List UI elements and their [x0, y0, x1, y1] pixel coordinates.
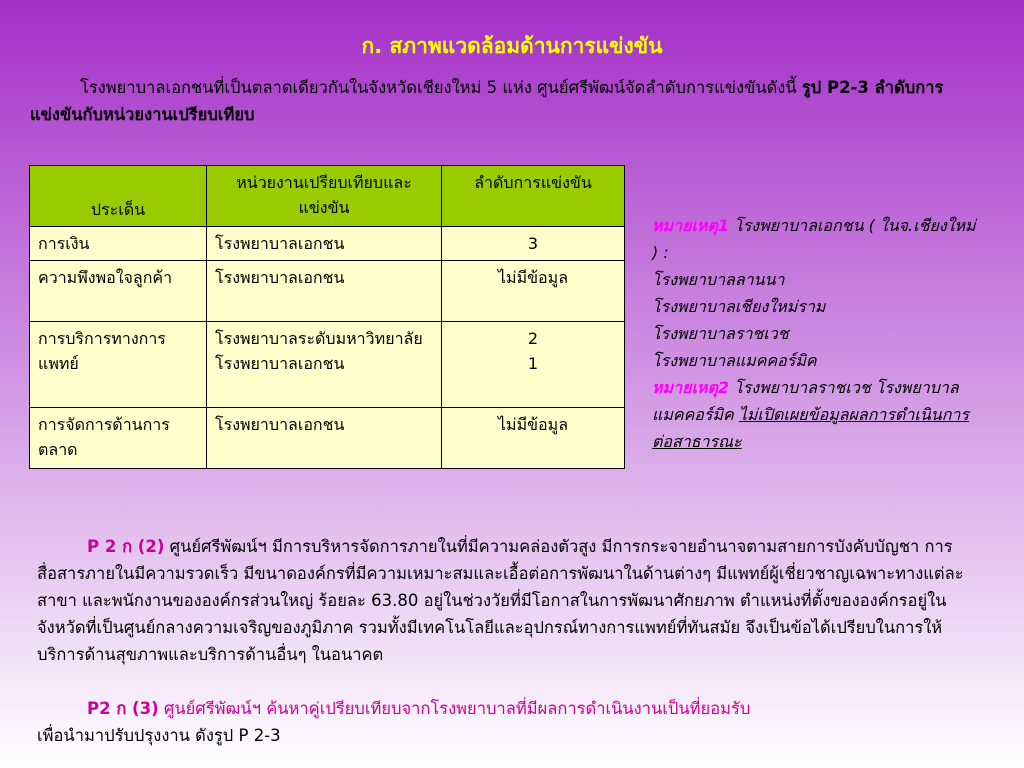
- note2-label: หมายเหตุ2: [652, 378, 729, 397]
- intro-text: โรงพยาบาลเอกชนที่เป็นตลาดเดียวกันในจังหวัดเชียงใหม่ 5 แห่ง ศูนย์ศรีพัฒน์จัดลำดับการแข่งขันดังนี้: [80, 78, 802, 97]
- figure-label: รูป P2-3 ลำดับการแข่งขันกับหน่วยงานเปรียบเทียบ: [30, 78, 944, 124]
- hospital-name: โรงพยาบาลราชเวช: [652, 324, 789, 343]
- cell-unit: โรงพยาบาลเอกชน: [207, 261, 442, 322]
- cell-issue: ความพึงพอใจลูกค้า: [30, 261, 207, 322]
- cell-issue: การจัดการด้านการตลาด: [30, 408, 207, 469]
- table-header-row: [30, 166, 625, 227]
- p2a2-label: P 2 ก (2): [87, 537, 165, 556]
- table-row: [30, 322, 625, 408]
- cell-unit: โรงพยาบาลเอกชน: [207, 408, 442, 469]
- hospital-name: โรงพยาบาลเชียงใหม่ราม: [652, 297, 826, 316]
- hospital-name: โรงพยาบาลแมคคอร์มิค: [652, 351, 817, 370]
- hospital-name: โรงพยาบาลลานนา: [652, 270, 785, 289]
- table-row: [30, 261, 625, 322]
- note2-text: โรงพยาบาลราชเวช โรงพยาบาลแมคคอร์มิค: [652, 378, 959, 424]
- header-unit: หน่วยงานเปรียบเทียบและแข่งขัน: [207, 166, 442, 227]
- cell-rank-line: 1: [527, 354, 539, 373]
- intro-paragraph: [30, 74, 990, 128]
- cell-rank: 3: [442, 227, 625, 261]
- notes-box: [652, 212, 982, 455]
- paragraph-p2a2: [37, 533, 987, 668]
- header-issue: ประเด็น: [30, 166, 207, 227]
- p2a3-label: P2 ก (3): [87, 699, 159, 718]
- cell-rank: ไม่มีข้อมูล: [442, 408, 625, 469]
- p2a2-text: ศูนย์ศรีพัฒน์ฯ มีการบริหารจัดการภายในที่มีความคล่องตัวสูง มีการกระจายอำนาจตามสายการบังคับบัญชา การสื่อสารภายในมีความรวดเร็ว มีขนาดองค์กรที่มีความเหมาะสมและเอื้อต่อการพัฒนาในด้านต่างๆ มีแพทย์ผู้เชี่ยวชาญเฉพาะทางแต่ละสาขา และพนักงานขององค์กรส่วนใหญ่ ร้อยละ 63.80 อยู่ในช่วงวัยที่มีโอกาสในการพัฒนาศักยภาพ ตำแหน่งที่ตั้งขององค์กรอยู่ในจังหวัดที่เป็นศูนย์กลางความเจริญของภูมิภาค รวมทั้งมีเทคโนโลยีและอุปกรณ์ทางการแพทย์ที่ทันสมัย จึงเป็นข้อได้เปรียบในการให้บริการด้านสุขภาพและบริการด้านอื่นๆ ในอนาคต: [37, 537, 964, 664]
- paragraph-p2a3: [37, 695, 987, 749]
- header-rank: ลำดับการแข่งขัน: [442, 166, 625, 227]
- note1-text: โรงพยาบาลเอกชน ( ในจ.เชียงใหม่ ) :: [652, 216, 976, 262]
- note1-label: หมายเหตุ1: [652, 216, 729, 235]
- p2a3-text-tail: เพื่อนำมาปรับปรุงงาน ดังรูป P 2-3: [37, 726, 281, 745]
- cell-issue: การเงิน: [30, 227, 207, 261]
- cell-unit-line: โรงพยาบาลระดับมหาวิทยาลัย: [215, 329, 423, 348]
- note2-disclosure: ไม่เปิดเผยข้อมูลผลการดำเนินการต่อสาธารณะ: [652, 405, 969, 451]
- p2a3-text-highlight: ศูนย์ศรีพัฒน์ฯ ค้นหาคู่เปรียบเทียบจากโรงพยาบาลที่มีผลการดำเนินงานเป็นที่ยอมรับ: [163, 699, 751, 718]
- cell-rank: [442, 322, 625, 408]
- competition-table: [29, 165, 625, 469]
- cell-unit: [207, 322, 442, 408]
- table-row: [30, 408, 625, 469]
- cell-rank: ไม่มีข้อมูล: [442, 261, 625, 322]
- table-row: [30, 227, 625, 261]
- cell-unit-line: โรงพยาบาลเอกชน: [215, 354, 345, 373]
- cell-rank-line: 2: [527, 329, 539, 348]
- cell-unit: โรงพยาบาลเอกชน: [207, 227, 442, 261]
- cell-issue: การบริการทางการแพทย์: [30, 322, 207, 408]
- slide-title: ก. สภาพแวดล้อมด้านการแข่งขัน: [361, 34, 663, 58]
